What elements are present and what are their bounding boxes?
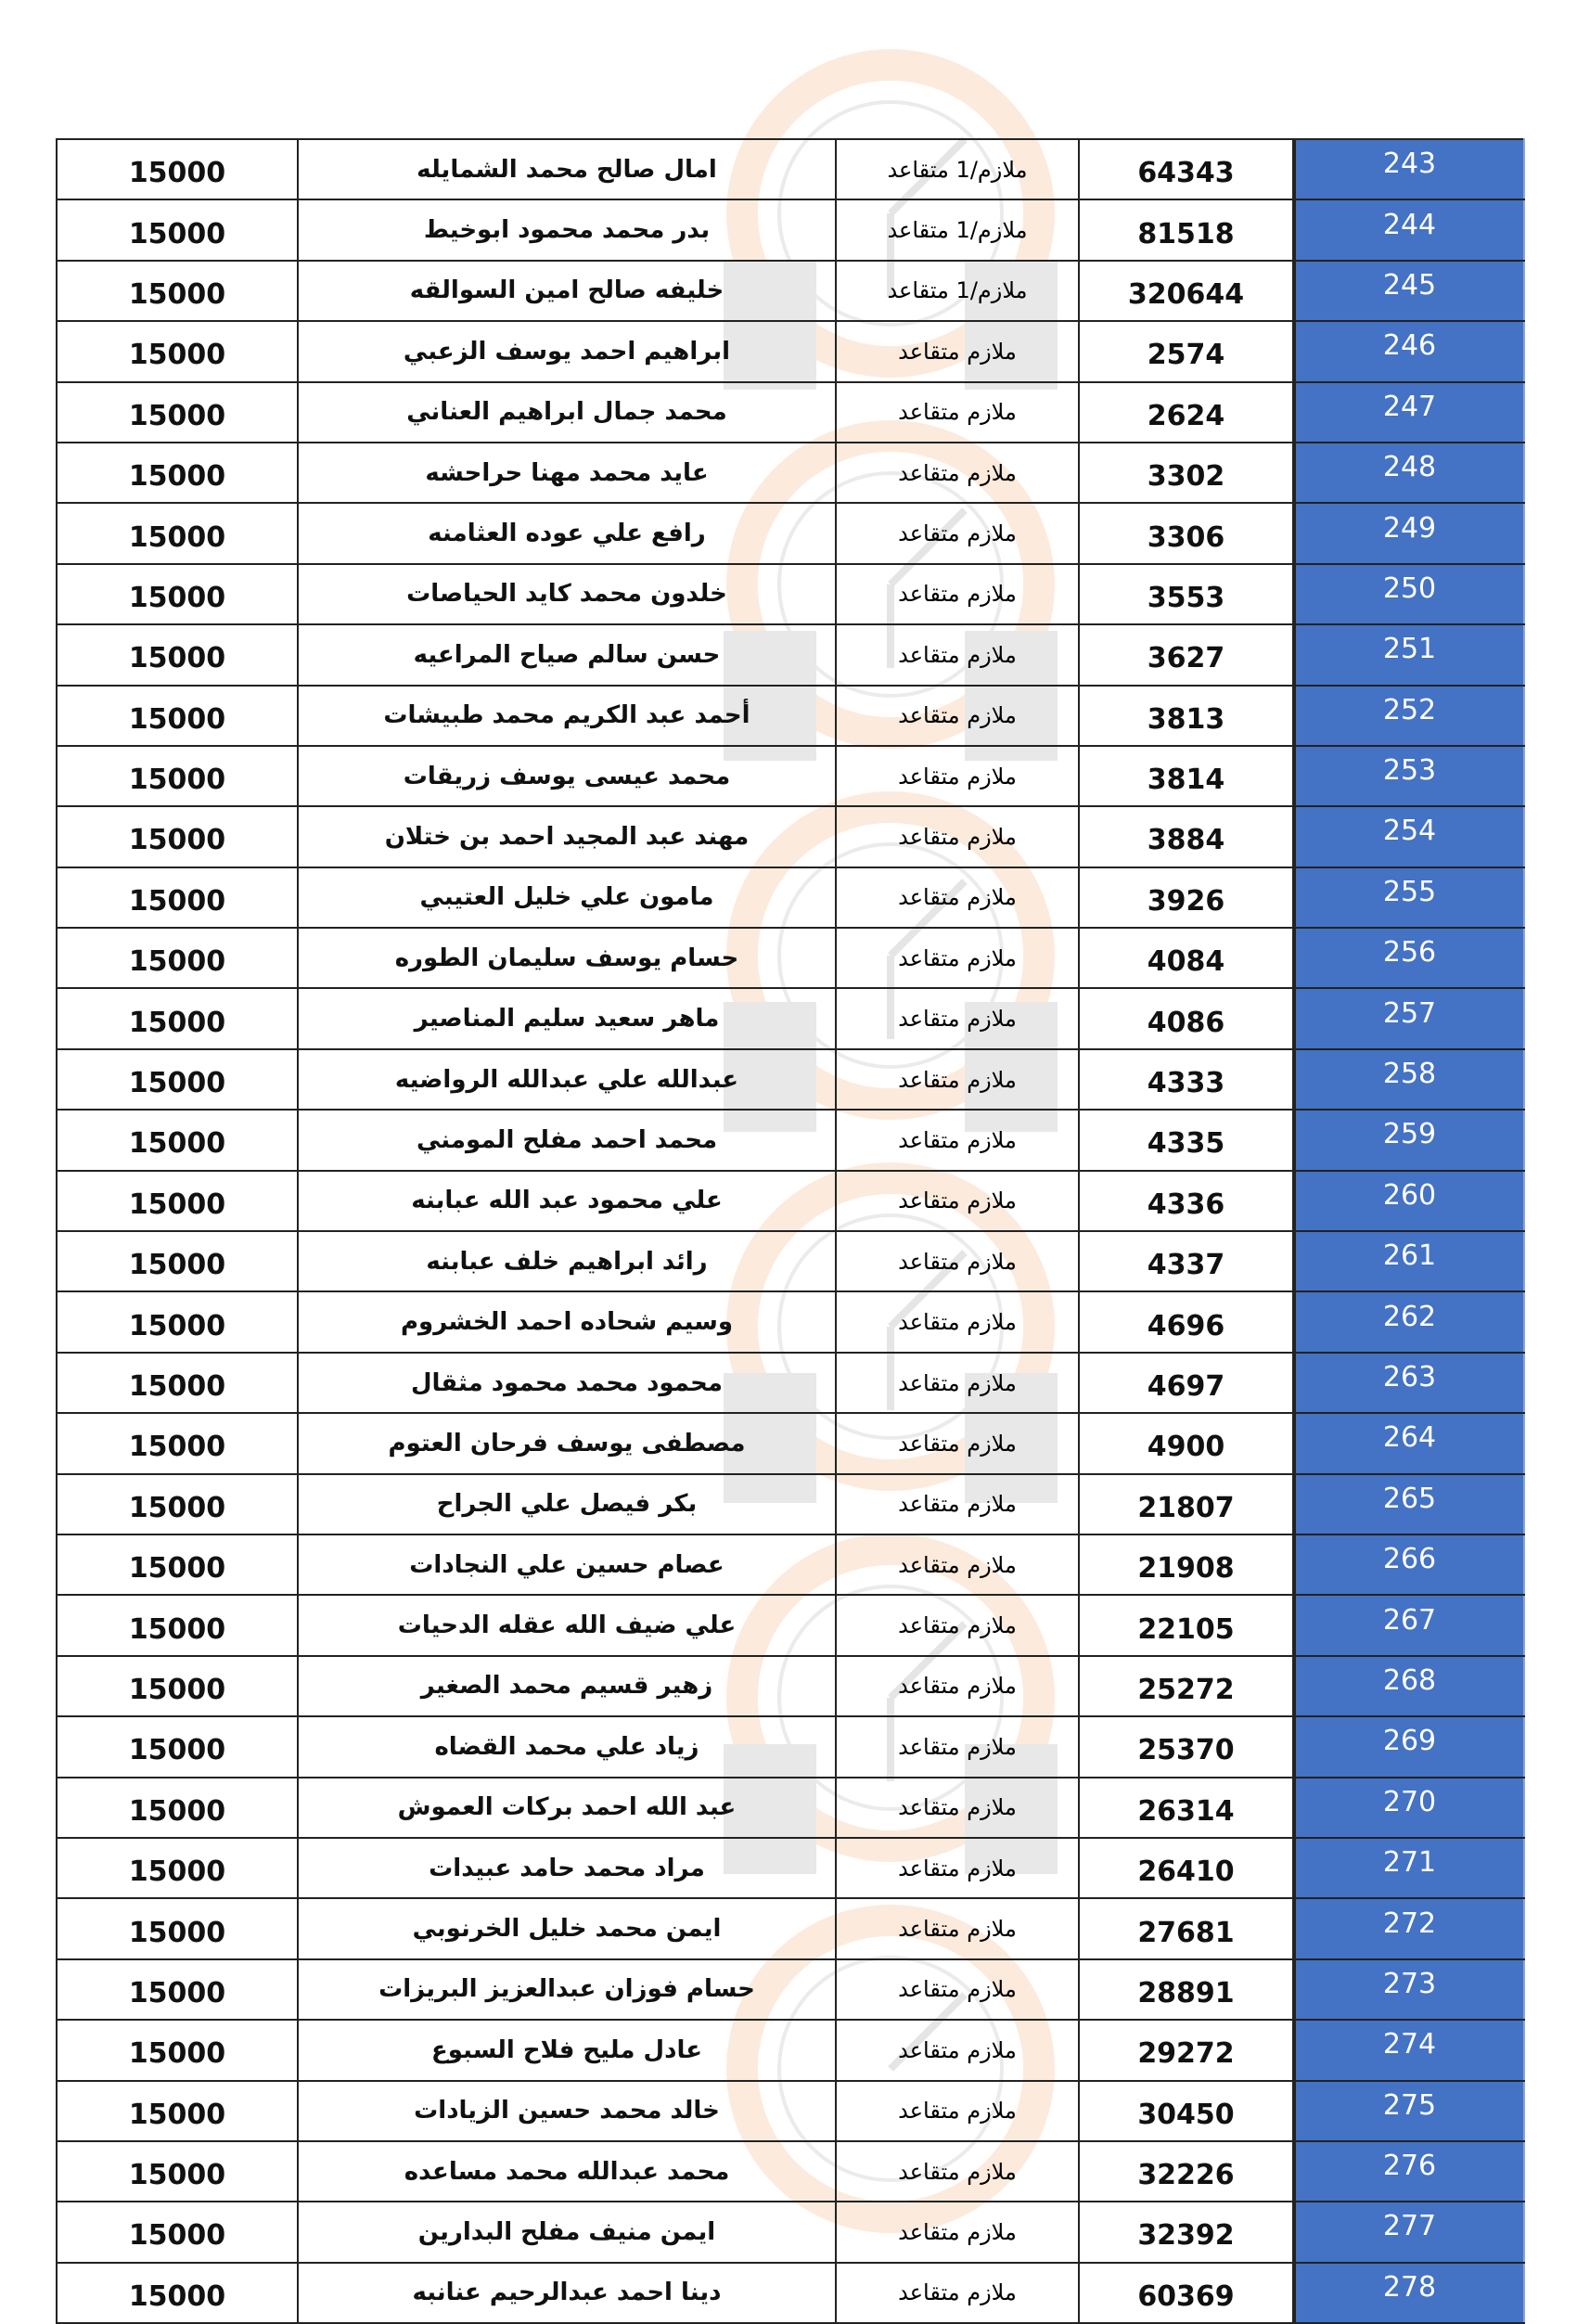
amount-cell: 15000 xyxy=(57,988,298,1048)
name-cell: خليفه صالح امين السوالقه xyxy=(298,261,836,321)
military-number-cell: 30450 xyxy=(1079,2081,1294,2141)
sequence-number-cell: 277 xyxy=(1294,2202,1524,2262)
table-row xyxy=(57,2202,1524,2262)
sequence-number-cell: 278 xyxy=(1294,2263,1524,2323)
rank-cell: ملازم متقاعد xyxy=(836,2020,1079,2080)
name-cell: حسن سالم صياح المراعيه xyxy=(298,624,836,685)
amount-cell: 15000 xyxy=(57,1898,298,1958)
table-row xyxy=(57,928,1524,988)
amount-cell: 15000 xyxy=(57,2202,298,2262)
rank-cell: ملازم متقاعد xyxy=(836,1171,1079,1231)
amount-cell: 15000 xyxy=(57,382,298,443)
military-number-cell: 4697 xyxy=(1079,1353,1294,1413)
sequence-number-cell: 273 xyxy=(1294,1959,1524,2020)
rank-cell: ملازم متقاعد xyxy=(836,806,1079,867)
rank-cell: ملازم متقاعد xyxy=(836,321,1079,381)
sequence-number-cell: 264 xyxy=(1294,1413,1524,1473)
table-row xyxy=(57,1595,1524,1655)
sequence-number-cell: 256 xyxy=(1294,928,1524,988)
name-cell: أحمد عبد الكريم محمد طبيشات xyxy=(298,686,836,746)
amount-cell: 15000 xyxy=(57,2081,298,2141)
amount-cell: 15000 xyxy=(57,1838,298,1898)
name-cell: عبد الله احمد بركات العموش xyxy=(298,1778,836,1838)
amount-cell: 15000 xyxy=(57,1291,298,1352)
sequence-number-cell: 244 xyxy=(1294,199,1524,260)
name-cell: عايد محمد مهنا حراحشه xyxy=(298,443,836,503)
sequence-number-cell: 257 xyxy=(1294,988,1524,1048)
sequence-number-cell: 254 xyxy=(1294,806,1524,867)
military-number-cell: 3302 xyxy=(1079,443,1294,503)
name-cell: ايمن منيف مفلح البدارين xyxy=(298,2202,836,2262)
military-number-cell: 25370 xyxy=(1079,1716,1294,1777)
amount-cell: 15000 xyxy=(57,1595,298,1655)
table-row xyxy=(57,2020,1524,2080)
name-cell: دينا احمد عبدالرحيم عنانبه xyxy=(298,2263,836,2323)
amount-cell: 15000 xyxy=(57,443,298,503)
table-row xyxy=(57,806,1524,867)
rank-cell: ملازم متقاعد xyxy=(836,1838,1079,1898)
amount-cell: 15000 xyxy=(57,261,298,321)
amount-cell: 15000 xyxy=(57,1716,298,1777)
military-number-cell: 3627 xyxy=(1079,624,1294,685)
amount-cell: 15000 xyxy=(57,321,298,381)
sequence-number-cell: 261 xyxy=(1294,1231,1524,1291)
name-cell: خالد محمد حسين الزيادات xyxy=(298,2081,836,2141)
rank-cell: ملازم متقاعد xyxy=(836,564,1079,624)
military-number-cell: 4336 xyxy=(1079,1171,1294,1231)
rank-cell: ملازم متقاعد xyxy=(836,2263,1079,2323)
rank-cell: ملازم متقاعد xyxy=(836,2141,1079,2202)
sequence-number-cell: 272 xyxy=(1294,1898,1524,1958)
sequence-number-cell: 268 xyxy=(1294,1656,1524,1716)
military-number-cell: 3884 xyxy=(1079,806,1294,867)
sequence-number-cell: 275 xyxy=(1294,2081,1524,2141)
sequence-number-cell: 251 xyxy=(1294,624,1524,685)
military-number-cell: 22105 xyxy=(1079,1595,1294,1655)
military-number-cell: 3553 xyxy=(1079,564,1294,624)
military-number-cell: 3926 xyxy=(1079,867,1294,928)
amount-cell: 15000 xyxy=(57,1413,298,1473)
table-row xyxy=(57,2081,1524,2141)
sequence-number-cell: 252 xyxy=(1294,686,1524,746)
rank-cell: ملازم متقاعد xyxy=(836,1716,1079,1777)
table-row xyxy=(57,139,1524,199)
rank-cell: ملازم متقاعد xyxy=(836,928,1079,988)
sequence-number-cell: 269 xyxy=(1294,1716,1524,1777)
rank-cell: ملازم متقاعد xyxy=(836,382,1079,443)
table-row xyxy=(57,199,1524,260)
table-row xyxy=(57,1716,1524,1777)
military-number-cell: 4084 xyxy=(1079,928,1294,988)
name-cell: امال صالح محمد الشمايله xyxy=(298,139,836,199)
table-row xyxy=(57,321,1524,381)
name-cell: علي محمود عبد الله عبابنه xyxy=(298,1171,836,1231)
sequence-number-cell: 247 xyxy=(1294,382,1524,443)
military-number-cell: 21807 xyxy=(1079,1474,1294,1534)
sequence-number-cell: 262 xyxy=(1294,1291,1524,1352)
military-number-cell: 25272 xyxy=(1079,1656,1294,1716)
military-number-cell: 3813 xyxy=(1079,686,1294,746)
sequence-number-cell: 259 xyxy=(1294,1110,1524,1170)
table-row xyxy=(57,1110,1524,1170)
name-cell: رافع علي عوده العثامنه xyxy=(298,503,836,563)
amount-cell: 15000 xyxy=(57,139,298,199)
amount-cell: 15000 xyxy=(57,806,298,867)
sequence-number-cell: 265 xyxy=(1294,1474,1524,1534)
table-row xyxy=(57,382,1524,443)
military-number-cell: 320644 xyxy=(1079,261,1294,321)
military-number-cell: 27681 xyxy=(1079,1898,1294,1958)
table-row xyxy=(57,1959,1524,2020)
rank-cell: ملازم متقاعد xyxy=(836,1778,1079,1838)
sequence-number-cell: 249 xyxy=(1294,503,1524,563)
rank-cell: ملازم متقاعد xyxy=(836,1959,1079,2020)
name-cell: محمد عبدالله محمد مساعده xyxy=(298,2141,836,2202)
sequence-number-cell: 243 xyxy=(1294,139,1524,199)
name-cell: زهير قسيم محمد الصغير xyxy=(298,1656,836,1716)
military-number-cell: 28891 xyxy=(1079,1959,1294,2020)
table-row xyxy=(57,2141,1524,2202)
amount-cell: 15000 xyxy=(57,199,298,260)
amount-cell: 15000 xyxy=(57,1534,298,1595)
name-cell: ماهر سعيد سليم المناصير xyxy=(298,988,836,1048)
military-number-cell: 32392 xyxy=(1079,2202,1294,2262)
rank-cell: ملازم متقاعد xyxy=(836,686,1079,746)
military-number-cell: 26314 xyxy=(1079,1778,1294,1838)
rank-cell: ملازم متقاعد xyxy=(836,2081,1079,2141)
table-row xyxy=(57,2263,1524,2323)
table-row xyxy=(57,1049,1524,1110)
sequence-number-cell: 246 xyxy=(1294,321,1524,381)
amount-cell: 15000 xyxy=(57,1049,298,1110)
amount-cell: 15000 xyxy=(57,624,298,685)
amount-cell: 15000 xyxy=(57,1110,298,1170)
sequence-number-cell: 260 xyxy=(1294,1171,1524,1231)
name-cell: عصام حسين علي النجادات xyxy=(298,1534,836,1595)
amount-cell: 15000 xyxy=(57,1656,298,1716)
military-number-cell: 3306 xyxy=(1079,503,1294,563)
rank-cell: ملازم متقاعد xyxy=(836,1291,1079,1352)
name-cell: رائد ابراهيم خلف عبابنه xyxy=(298,1231,836,1291)
amount-cell: 15000 xyxy=(57,746,298,806)
amount-cell: 15000 xyxy=(57,2020,298,2080)
military-number-cell: 3814 xyxy=(1079,746,1294,806)
name-cell: محمد جمال ابراهيم العناني xyxy=(298,382,836,443)
military-number-cell: 4333 xyxy=(1079,1049,1294,1110)
amount-cell: 15000 xyxy=(57,1959,298,2020)
rank-cell: ملازم متقاعد xyxy=(836,2202,1079,2262)
military-number-cell: 60369 xyxy=(1079,2263,1294,2323)
table-row xyxy=(57,867,1524,928)
table-row xyxy=(57,261,1524,321)
amount-cell: 15000 xyxy=(57,1474,298,1534)
rank-cell: ملازم متقاعد xyxy=(836,1534,1079,1595)
name-cell: محمد احمد مفلح المومني xyxy=(298,1110,836,1170)
table-row xyxy=(57,1353,1524,1413)
amount-cell: 15000 xyxy=(57,928,298,988)
sequence-number-cell: 276 xyxy=(1294,2141,1524,2202)
table-row xyxy=(57,1898,1524,1958)
rank-cell: ملازم متقاعد xyxy=(836,1110,1079,1170)
name-cell: ابراهيم احمد يوسف الزعبي xyxy=(298,321,836,381)
table-row xyxy=(57,746,1524,806)
table-row xyxy=(57,1413,1524,1473)
rank-cell: ملازم/1 متقاعد xyxy=(836,199,1079,260)
table-row xyxy=(57,1291,1524,1352)
name-cell: حسام يوسف سليمان الطوره xyxy=(298,928,836,988)
name-cell: زياد علي محمد القضاه xyxy=(298,1716,836,1777)
rank-cell: ملازم متقاعد xyxy=(836,1231,1079,1291)
amount-cell: 15000 xyxy=(57,1231,298,1291)
table-row xyxy=(57,1231,1524,1291)
table-row xyxy=(57,988,1524,1048)
rank-cell: ملازم متقاعد xyxy=(836,1656,1079,1716)
military-number-cell: 4086 xyxy=(1079,988,1294,1048)
sequence-number-cell: 263 xyxy=(1294,1353,1524,1413)
table-row xyxy=(57,686,1524,746)
rank-cell: ملازم متقاعد xyxy=(836,1595,1079,1655)
sequence-number-cell: 271 xyxy=(1294,1838,1524,1898)
name-cell: عادل مليح فلاح السبوع xyxy=(298,2020,836,2080)
sequence-number-cell: 274 xyxy=(1294,2020,1524,2080)
military-number-cell: 4337 xyxy=(1079,1231,1294,1291)
table-row xyxy=(57,1838,1524,1898)
sequence-number-cell: 270 xyxy=(1294,1778,1524,1838)
amount-cell: 15000 xyxy=(57,686,298,746)
sequence-number-cell: 267 xyxy=(1294,1595,1524,1655)
sequence-number-cell: 245 xyxy=(1294,261,1524,321)
sequence-number-cell: 266 xyxy=(1294,1534,1524,1595)
name-cell: محمود محمد محمود مثقال xyxy=(298,1353,836,1413)
rank-cell: ملازم متقاعد xyxy=(836,443,1079,503)
name-cell: خلدون محمد كايد الحياصات xyxy=(298,564,836,624)
table-row xyxy=(57,443,1524,503)
name-cell: مراد محمد حامد عبيدات xyxy=(298,1838,836,1898)
military-number-cell: 4900 xyxy=(1079,1413,1294,1473)
name-cell: محمد عيسى يوسف زريقات xyxy=(298,746,836,806)
table-row xyxy=(57,564,1524,624)
rank-cell: ملازم متقاعد xyxy=(836,503,1079,563)
name-cell: حسام فوزان عبدالعزيز البريزات xyxy=(298,1959,836,2020)
military-number-cell: 64343 xyxy=(1079,139,1294,199)
rank-cell: ملازم متقاعد xyxy=(836,1049,1079,1110)
table-row xyxy=(57,1656,1524,1716)
sequence-number-cell: 250 xyxy=(1294,564,1524,624)
table-row xyxy=(57,1778,1524,1838)
name-cell: مهند عبد المجيد احمد بن ختلان xyxy=(298,806,836,867)
name-cell: بدر محمد محمود ابوخيط xyxy=(298,199,836,260)
name-cell: مصطفى يوسف فرحان العتوم xyxy=(298,1413,836,1473)
military-number-cell: 81518 xyxy=(1079,199,1294,260)
name-cell: بكر فيصل علي الجراح xyxy=(298,1474,836,1534)
sequence-number-cell: 248 xyxy=(1294,443,1524,503)
name-cell: مامون علي خليل العتيبي xyxy=(298,867,836,928)
amount-cell: 15000 xyxy=(57,2141,298,2202)
rank-cell: ملازم متقاعد xyxy=(836,1413,1079,1473)
rank-cell: ملازم/1 متقاعد xyxy=(836,139,1079,199)
amount-cell: 15000 xyxy=(57,2263,298,2323)
table-row xyxy=(57,1534,1524,1595)
roster-body xyxy=(57,139,1524,2323)
table-row xyxy=(57,1171,1524,1231)
amount-cell: 15000 xyxy=(57,564,298,624)
military-number-cell: 29272 xyxy=(1079,2020,1294,2080)
table-row xyxy=(57,1474,1524,1534)
rank-cell: ملازم متقاعد xyxy=(836,988,1079,1048)
table-row xyxy=(57,503,1524,563)
amount-cell: 15000 xyxy=(57,503,298,563)
rank-cell: ملازم متقاعد xyxy=(836,624,1079,685)
rank-cell: ملازم متقاعد xyxy=(836,1474,1079,1534)
amount-cell: 15000 xyxy=(57,1171,298,1231)
rank-cell: ملازم متقاعد xyxy=(836,1898,1079,1958)
name-cell: وسيم شحاده احمد الخشروم xyxy=(298,1291,836,1352)
military-number-cell: 4335 xyxy=(1079,1110,1294,1170)
sequence-number-cell: 255 xyxy=(1294,867,1524,928)
amount-cell: 15000 xyxy=(57,867,298,928)
sequence-number-cell: 258 xyxy=(1294,1049,1524,1110)
name-cell: علي ضيف الله عقله الدحيات xyxy=(298,1595,836,1655)
name-cell: ايمن محمد خليل الخرنوبي xyxy=(298,1898,836,1958)
amount-cell: 15000 xyxy=(57,1778,298,1838)
military-number-cell: 2574 xyxy=(1079,321,1294,381)
military-number-cell: 26410 xyxy=(1079,1838,1294,1898)
rank-cell: ملازم/1 متقاعد xyxy=(836,261,1079,321)
rank-cell: ملازم متقاعد xyxy=(836,867,1079,928)
military-number-cell: 21908 xyxy=(1079,1534,1294,1595)
roster-table xyxy=(56,138,1525,2324)
rank-cell: ملازم متقاعد xyxy=(836,1353,1079,1413)
military-number-cell: 4696 xyxy=(1079,1291,1294,1352)
table-row xyxy=(57,624,1524,685)
military-number-cell: 32226 xyxy=(1079,2141,1294,2202)
name-cell: عبدالله علي عبدالله الرواضيه xyxy=(298,1049,836,1110)
military-number-cell: 2624 xyxy=(1079,382,1294,443)
sequence-number-cell: 253 xyxy=(1294,746,1524,806)
rank-cell: ملازم متقاعد xyxy=(836,746,1079,806)
amount-cell: 15000 xyxy=(57,1353,298,1413)
